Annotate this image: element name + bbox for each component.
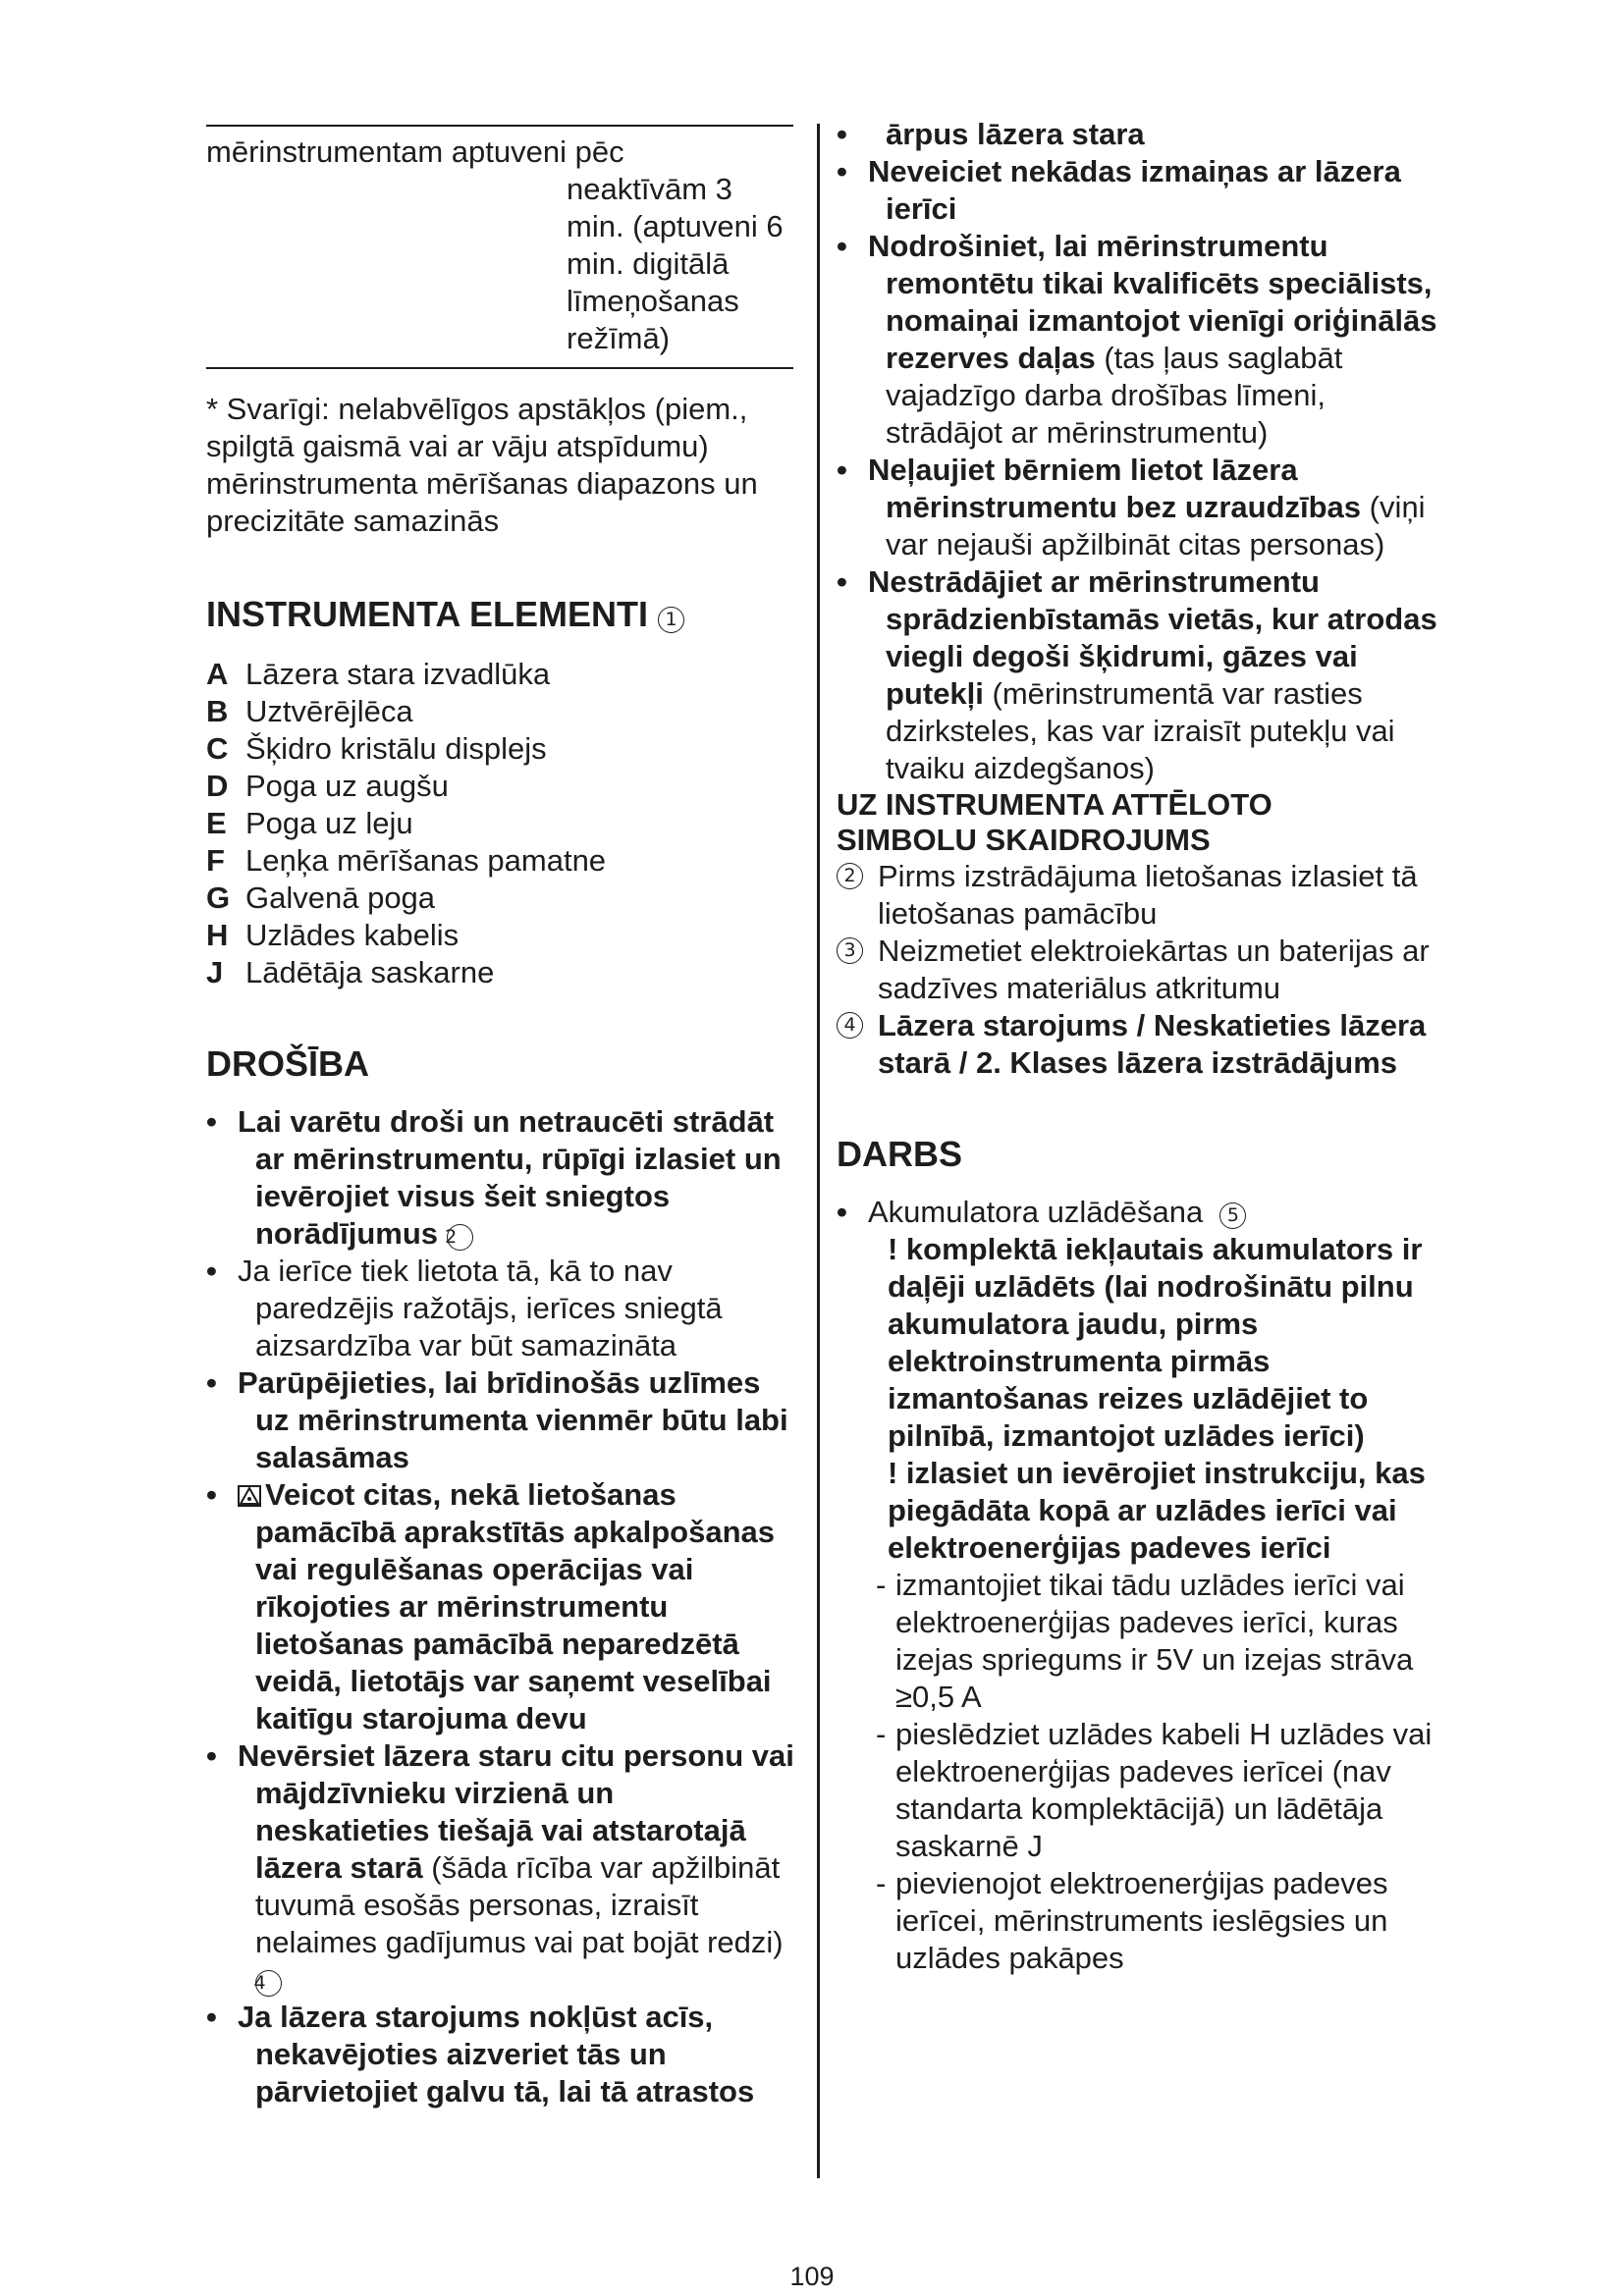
instructions-notice: ! izlasiet un ievērojiet instrukciju, kas piegādāta kopā ar uzlādes ierīci vai elektroenerģijas padeves ierīci — [888, 1456, 1426, 1565]
symbol-item — [837, 1007, 1445, 1082]
elements-list — [206, 656, 795, 991]
item-letter: E — [206, 806, 227, 840]
safety-bullet — [206, 1103, 795, 1253]
charge-notice: ! komplektā iekļautais akumulators ir daļēji uzlādēts (lai nodrošinātu pilnu akumulatora jaudu, pirms elektroinstrumenta pirmās izmantošanas reizes uzlādējiet to pilnībā, izmantojot uzlādes ierīci) — [888, 1232, 1423, 1453]
laser-warning-icon — [238, 1485, 261, 1507]
ref-circle: 1 — [658, 607, 684, 633]
table-label: mērinstrumentam aptuveni pēc — [206, 134, 624, 169]
safety-bullet — [206, 1999, 795, 2110]
dash-item: - izmantojiet tikai tādu uzlādes ierīci vai elektroenerģijas padeves ierīci, kuras izejas spriegums ir 5V un izejas strāva ≥0,5 A — [876, 1568, 1414, 1714]
dash-text: pieslēdziet uzlādes kabeli H uzlādes vai elektroenerģijas padeves ierīcei (nav standarta komplektācijā) un lādētāja saskarnē J — [895, 1717, 1433, 1863]
safety-heading: DROŠĪBA — [206, 1043, 370, 1084]
ref-circle: 2 — [447, 1224, 473, 1251]
symbol-text: Neizmetiet elektroiekārtas un baterijas ar sadzīves materiālus atkritumu — [878, 934, 1430, 1005]
list-item — [206, 880, 795, 917]
important-note: * Svarīgi: nelabvēlīgos apstākļos (piem., spilgtā gaismā vai ar vāju atspīdumu) mērinstrumenta mērīšanas diapazons un precizitāte samazinās — [206, 392, 758, 538]
bullet-bold-text: Nevērsiet lāzera staru citu personu vai mājdzīvnieku virzienā un neskatieties tiešajā vai atstarotajā lāzera starā — [238, 1738, 794, 1885]
list-item — [206, 805, 795, 842]
ref-circle: 2 — [837, 863, 863, 889]
safety-left-column — [206, 1103, 795, 2110]
item-text: Uzlādes kabelis — [245, 918, 460, 952]
item-letter: F — [206, 843, 225, 878]
list-item — [206, 693, 795, 730]
work-bullet — [837, 1194, 1445, 1231]
charge-text: Akumulatora uzlādēšana — [868, 1195, 1204, 1229]
elements-title: INSTRUMENTA ELEMENTI — [206, 594, 648, 634]
symbols-heading: UZ INSTRUMENTA ATTĒLOTO SIMBOLU SKAIDROJUMS — [837, 787, 1272, 857]
list-item — [206, 656, 795, 693]
safety-bullet — [206, 1253, 795, 1364]
bullet-bold-text: Nodrošiniet, lai mērinstrumentu remontētu tikai kvalificēts speciālists, nomaiņai izmantojot vienīgi oriģinālās rezerves daļas — [868, 229, 1437, 375]
symbol-item — [837, 858, 1445, 933]
item-letter: C — [206, 731, 229, 766]
table-value: neaktīvām 3 min. (aptuveni 6 min. digitālā līmeņošanas režīmā) — [567, 172, 784, 355]
bullet-bold-text: • Ja lāzera starojums nokļūst acīs, nekavējoties aizveriet tās un pārvietojiet galvu tā, lai tā atrastos — [238, 2000, 755, 2109]
symbol-text: Lāzera starojums / Neskatieties lāzera starā / 2. Klases lāzera izstrādājums — [878, 1008, 1427, 1080]
safety-bullet — [837, 153, 1445, 228]
bullet-bold-text: Lai varētu droši un netraucēti strādāt ar mērinstrumentu, rūpīgi izlasiet un ievērojiet visus šeit sniegtos norādījumus — [238, 1104, 782, 1251]
item-text: Lāzera stara izvadlūka — [245, 657, 551, 691]
symbol-item — [837, 933, 1445, 1007]
item-text: Galvenā poga — [245, 881, 436, 915]
ref-circle: 4 — [255, 1970, 282, 1997]
safety-bullet — [206, 1364, 795, 1476]
item-letter: B — [206, 694, 229, 728]
list-item — [206, 768, 795, 805]
table-top-rule — [206, 125, 793, 127]
bullet-bold-text: Nestrādājiet ar mērinstrumentu sprādzienbīstamās vietās, kur atrodas viegli degoši šķidrumi, gāzes vai putekļi — [868, 564, 1437, 711]
safety-bullet — [206, 1737, 795, 1999]
dash-item: - pievienojot elektroenerģijas padeves ierīcei, mērinstruments ieslēgsies un uzlādes pakāpes — [876, 1866, 1388, 1975]
column-divider — [817, 124, 820, 2178]
bullet-bold-text: Neļaujiet bērniem lietot lāzera mērinstrumentu bez uzraudzības — [868, 453, 1362, 524]
work-heading: DARBS — [837, 1134, 963, 1174]
safety-bullet — [837, 563, 1445, 787]
item-letter: J — [206, 955, 224, 989]
page-number: 109 — [789, 2262, 835, 2291]
bullet-bold-text: • Parūpējieties, lai brīdinošās uzlīmes uz mērinstrumenta vienmēr būtu labi salasāmas — [238, 1365, 788, 1474]
item-letter: D — [206, 769, 229, 803]
list-item — [206, 917, 795, 954]
item-text: Šķidro kristālu displejs — [245, 731, 547, 766]
bullet-bold-text: • Neveiciet nekādas izmaiņas ar lāzera ierīci — [868, 154, 1401, 226]
item-text: Poga uz leju — [245, 806, 413, 840]
dash-text: izmantojiet tikai tādu uzlādes ierīci vai elektroenerģijas padeves ierīci, kuras izejas spriegums ir 5V un izejas strāva ≥0,5 A — [895, 1568, 1414, 1714]
safety-bullet — [837, 452, 1445, 563]
elements-heading — [206, 593, 795, 636]
list-item — [206, 730, 795, 768]
ref-circle: 4 — [837, 1012, 863, 1039]
bullet-text: (viņi var nejauši apžilbināt citas personas) — [886, 490, 1426, 561]
dash-text: pievienojot elektroenerģijas padeves ierīcei, mērinstruments ieslēgsies un uzlādes pakāpes — [895, 1866, 1388, 1975]
bullet-text: • Ja ierīce tiek lietota tā, kā to nav paredzējis ražotājs, ierīces sniegtā aizsardzība var būt samazināta — [238, 1254, 723, 1362]
bullet-text: (šāda rīcība var apžilbināt tuvumā esošās personas, izraisīt nelaimes gadījumus vai pat bojāt redzi) — [255, 1850, 784, 1959]
elements-section — [206, 593, 795, 636]
safety-bullet-continued — [837, 116, 1445, 153]
dash-item: - pieslēdziet uzlādes kabeli H uzlādes vai elektroenerģijas padeves ierīcei (nav standarta komplektācijā) un lādētāja saskarnē J — [876, 1717, 1433, 1863]
safety-bullet — [206, 1476, 795, 1737]
item-text: Uztvērējlēca — [245, 694, 413, 728]
item-text: Leņķa mērīšanas pamatne — [245, 843, 607, 878]
list-item — [206, 954, 795, 991]
symbol-text: Pirms izstrādājuma lietošanas izlasiet tā lietošanas pamācību — [878, 859, 1418, 931]
safety-bullet — [837, 228, 1445, 452]
item-letter: H — [206, 918, 229, 952]
item-letter: G — [206, 881, 231, 915]
table-bottom-rule — [206, 367, 793, 369]
item-text: Lādētāja saskarne — [245, 955, 495, 989]
list-item — [206, 842, 795, 880]
bullet-text: (mērinstrumentā var rasties dzirksteles, kas var izraisīt putekļu vai tvaiku aizdegšanos) — [886, 676, 1395, 785]
item-text: Poga uz augšu — [245, 769, 449, 803]
bullet-bold-text: ārpus lāzera stara — [886, 117, 1145, 151]
bullet-text: (tas ļaus saglabāt vajadzīgo darba drošības līmeni, strādājot ar mērinstrumentu) — [886, 341, 1343, 450]
item-letter: A — [206, 657, 229, 691]
safety-right-column — [837, 116, 1445, 1977]
ref-circle: 3 — [837, 937, 863, 964]
safety-section — [206, 1042, 795, 1086]
bullet-bold-text: Veicot citas, nekā lietošanas pamācībā aprakstītās apkalpošanas vai regulēšanas operācijas vai rīkojoties ar mērinstrumentu lietošanas pamācībā neparedzētā veidā, lietotājs var saņemt veselībai kaitīgu starojuma devu — [255, 1477, 775, 1735]
ref-circle: 5 — [1219, 1202, 1246, 1229]
